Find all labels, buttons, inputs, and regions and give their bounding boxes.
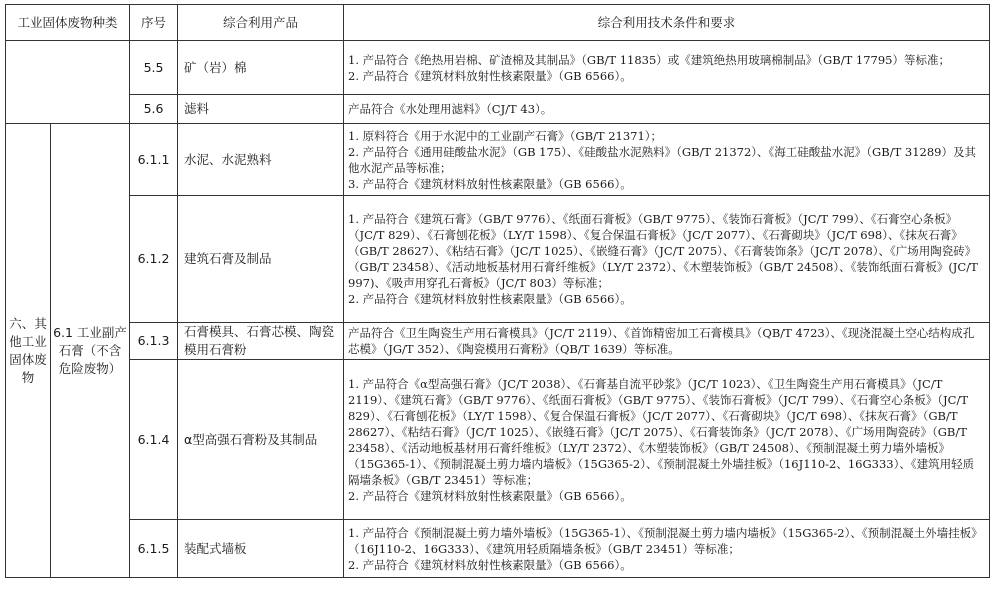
row-requirements	[344, 323, 990, 360]
row-product: 矿（岩）棉	[178, 41, 344, 95]
requirement-line: 2. 产品符合《建筑材料放射性核素限量》（GB 6566）。	[348, 68, 632, 83]
requirement-line: 1. 原料符合《用于水泥中的工业副产石膏》（GB/T 21371）；	[348, 128, 663, 143]
subcategory-gypsum: 6.1 工业副产石膏（不含危险废物）	[51, 124, 130, 578]
row-number: 6.1.5	[130, 520, 178, 578]
row-requirements	[344, 41, 990, 95]
row-requirements	[344, 95, 990, 124]
row-requirements	[344, 196, 990, 323]
requirement-line: 1. 产品符合《预制混凝土剪力墙外墙板》（15G365-1）、《预制混凝土剪力墙内墙板》（15G365-2）、《预制混凝土外墙挂板》（16J110-2、16G333）、《建筑用轻质隔墙条板》（GB/T 23451）等标准；	[348, 525, 983, 556]
header-seq: 序号	[130, 5, 178, 41]
requirement-line: 产品符合《卫生陶瓷生产用石膏模具》（JC/T 2119）、《首饰精密加工石膏模具》（QB/T 4723）、《现浇混凝土空心结构成孔芯模》（JG/T 352）、《陶瓷模用石膏粉》（QB/T 1639）等标准。	[348, 326, 975, 356]
table-row	[6, 323, 990, 360]
table-row	[6, 124, 990, 196]
requirement-line: 1. 产品符合《α型高强石膏》（JC/T 2038）、《石膏基自流平砂浆》（JC/T 1023）、《卫生陶瓷生产用石膏模具》（JC/T 2119）、《建筑石膏》（GB/T 9776）、《纸面石膏板》（GB/T 9775）、《装饰石膏板》（JC/T 799）、《石膏空心条板》（JC/T 829）、《石膏刨花板》（LY/T 1598）、《复合保温石膏板》（JC/T 2077）、《石膏砌块》（JC/T 698）、《抹灰石膏》（GB/T 28627）、《粘结石膏》（JC/T 1025）、《嵌缝石膏》（JC/T 2075）、《石膏装饰条》（JC/T 2078）、《广场用陶瓷砖》（GB/T 23458）、《活动地板基材用石膏纤维板》（LY/T 2372）、《木塑装饰板》（GB/T 24508）、《预制混凝土剪力墙外墙板》（15G365-1）、《预制混凝土剪力墙内墙板》（15G365-2）、《预制混凝土外墙挂板》（16J110-2、16G333）、《建筑用轻质隔墙条板》（GB/T 23451）等标准；	[348, 376, 975, 487]
row-number: 6.1.1	[130, 124, 178, 196]
row-product: 装配式墙板	[178, 520, 344, 578]
row-requirements	[344, 520, 990, 578]
row-number: 6.1.2	[130, 196, 178, 323]
table-header-row	[6, 5, 990, 41]
row-number: 6.1.3	[130, 323, 178, 360]
table-row	[6, 360, 990, 520]
table-row	[6, 520, 990, 578]
table-row	[6, 95, 990, 124]
row-number: 6.1.4	[130, 360, 178, 520]
row-product: 滤料	[178, 95, 344, 124]
requirement-line: 1. 产品符合《绝热用岩棉、矿渣棉及其制品》（GB/T 11835）或《建筑绝热用玻璃棉制品》（GB/T 17795）等标准；	[348, 52, 950, 67]
row-number: 5.6	[130, 95, 178, 124]
row-product: α型高强石膏粉及其制品	[178, 360, 344, 520]
header-waste-type: 工业固体废物种类	[6, 5, 130, 41]
row-number: 5.5	[130, 41, 178, 95]
row-product: 石膏模具、石膏芯模、陶瓷模用石膏粉	[178, 323, 344, 360]
row-product: 水泥、水泥熟料	[178, 124, 344, 196]
row-requirements	[344, 360, 990, 520]
header-product: 综合利用产品	[178, 5, 344, 41]
requirement-line: 2. 产品符合《通用硅酸盐水泥》（GB 175）、《硅酸盐水泥熟料》（GB/T 21372）、《海工硅酸盐水泥》（GB/T 31289）及其他水泥产品等标准；	[348, 144, 976, 175]
requirement-line: 1. 产品符合《建筑石膏》（GB/T 9776）、《纸面石膏板》（GB/T 9775）、《装饰石膏板》（JC/T 799）、《石膏空心条板》（JC/T 829）、《石膏刨花板》（LY/T 1598）、《复合保温石膏板》（JC/T 2077）、《石膏砌块》（JC/T 698）、《抹灰石膏》（GB/T 28627）、《粘结石膏》（JC/T 1025）、《嵌缝石膏》（JC/T 2075）、《石膏装饰条》（JC/T 2078）、《广场用陶瓷砖》（GB/T 23458）、《活动地板基材用石膏纤维板》（LY/T 2372）、《木塑装饰板》（GB/T 24508）、《装饰纸面石膏板》(JC/T 997)、《吸声用穿孔石膏板》（JC/T 803）等标准；	[348, 212, 978, 290]
table-row	[6, 196, 990, 323]
requirement-line: 2. 产品符合《建筑材料放射性核素限量》（GB 6566）。	[348, 557, 632, 572]
table-row	[6, 41, 990, 95]
requirement-line: 3. 产品符合《建筑材料放射性核素限量》（GB 6566）。	[348, 176, 632, 191]
waste-type-empty-cell	[6, 41, 130, 124]
header-requirements: 综合利用技术条件和要求	[344, 5, 990, 41]
row-product: 建筑石膏及制品	[178, 196, 344, 323]
row-requirements	[344, 124, 990, 196]
requirement-line: 2. 产品符合《建筑材料放射性核素限量》（GB 6566）。	[348, 292, 632, 306]
standards-table	[5, 4, 990, 578]
requirement-line: 2. 产品符合《建筑材料放射性核素限量》（GB 6566）。	[348, 488, 632, 503]
category-other-waste: 六、其他工业固体废物	[6, 124, 51, 578]
requirement-line: 产品符合《水处理用滤料》（CJ/T 43）。	[348, 102, 553, 116]
